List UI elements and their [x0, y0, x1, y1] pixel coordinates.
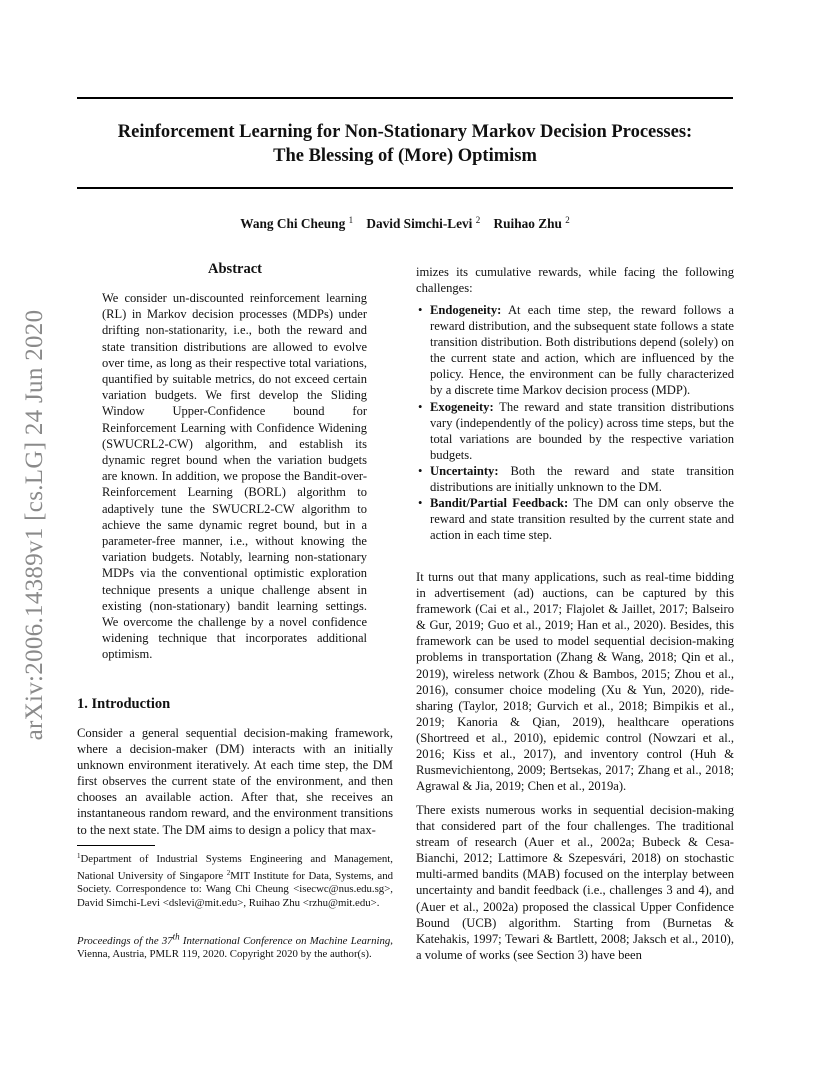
arxiv-sidebar	[20, 290, 50, 760]
footnote-marker: 2	[226, 868, 231, 877]
abstract-heading: Abstract	[208, 261, 262, 277]
affiliation-footnote	[77, 850, 393, 910]
applications-paragraph-block	[416, 569, 734, 794]
footnote-divider	[77, 845, 155, 846]
proceedings-text-c: , Vienna, Austria, PMLR 119, 2020. Copyright 2020 by the author(s).	[77, 934, 393, 961]
title-rule-top	[77, 97, 733, 99]
challenge-list	[416, 302, 734, 543]
abstract-text	[102, 290, 367, 663]
paper-title	[77, 120, 733, 168]
bullet-term: Endogeneity:	[430, 303, 502, 317]
affiliation-2: MIT Institute for Data, Systems, and Society. Correspondence to: Wang Chi Cheung <isecwc@nus.edu.sg>, David Simchi-Levi <dslevi@mit.edu>, Ruihao Zhu <rzhu@mit.edu>.	[77, 869, 393, 909]
bullet-text: At each time step, the reward follows a reward distribution, and the subsequent state follows a state transition distribution. Both distributions depend (solely) on the current state and action, which are influenced by the policy. Hence, the environment can be fully characterized by a discrete time Markov decision process (MDP).	[430, 303, 734, 398]
bullet-term: Uncertainty:	[430, 463, 499, 478]
list-item	[416, 463, 734, 495]
affiliation-1: Department of Industrial Systems Engineering and Management, National University of Singapore	[77, 853, 393, 882]
author-name: David Simchi-Levi	[366, 216, 473, 231]
title-line-2: The Blessing of (More) Optimism	[273, 146, 537, 166]
bullet-text: Both the reward and state transition distributions are initially unknown to the DM.	[430, 463, 734, 495]
author-name: Ruihao Zhu	[493, 216, 562, 231]
intro-paragraph: Consider a general sequential decision-making framework, where a decision-maker (DM) interacts with an initially unknown environment iteratively. At each time step, the DM first observes the current state of the environment, and then chooses an available action. After that, she receives an instantaneous random reward, and the environment transitions to the next state. The DM aims to design a policy that max-	[77, 726, 393, 837]
list-item	[416, 399, 734, 463]
title-rule-bottom	[77, 187, 733, 189]
proceedings-ordinal: th	[172, 931, 180, 941]
author-affiliation: 1	[348, 215, 354, 225]
footnote-marker: 1	[77, 852, 81, 860]
author-list	[77, 215, 733, 232]
list-item	[416, 302, 734, 399]
bullet-term: Exogeneity:	[430, 399, 494, 414]
author-name: Wang Chi Cheung	[240, 216, 346, 231]
proceedings-text-b: International Conference on Machine Learning	[179, 934, 391, 947]
title-line-1: Reinforcement Learning for Non-Stationary Markov Decision Processes:	[117, 122, 693, 142]
proceedings-text-a: Proceedings of the 37	[77, 934, 173, 947]
author-affiliation: 2	[475, 215, 481, 225]
bullet-text: The DM can only observe the reward and state transition resulted by the current state and action in each time step.	[430, 496, 735, 543]
introduction-text	[77, 725, 393, 838]
applications-paragraph: It turns out that many applications, such as real-time bidding in advertisement (ad) auctions, can be captured by this framework (Cai et al., 2017; Flajolet & Jaillet, 2017; Balseiro & Gur, 2019; Guo et al., 2019; Han et al., 2020). Besides, this framework can be used to model sequential decision-making problems in transportation (Zhang & Wang, 2018; Qin et al., 2019), wireless network (Zhou & Bambos, 2015; Zhou et al., 2016), consumer choice modeling (Xu & Yun, 2020), ride-sharing (Taylor, 2018; Gurvich et al., 2018; Bimpikis et al., 2019; Kanoria & Qian, 2019), healthcare operations (Shortreed et al., 2010), epidemic control (Nowzari et al., 2016; Kiss et al., 2017), and inventory control (Huh & Rusmevichientong, 2009; Bertsekas, 2017; Zhang et al., 2018; Agrawal & Jia, 2019; Chen et al., 2019a).	[416, 570, 734, 794]
related-work-paragraph: There exists numerous works in sequential decision-making that considered part of the four challenges. The traditional stream of research (Auer et al., 2002a; Bubeck & Cesa-Bianchi, 2012; Lattimore & Szepesvári, 2018) on stochastic multi-armed bandits (MAB) focused on the interplay between uncertainty and bandit feedback (i.e., challenges 3 and 4), and (Auer et al., 2002a) proposed the classical Upper Confidence Bound (UCB) algorithm. Starting from (Burnetas & Katehakis, 1997; Tewari & Bartlett, 2008; Jaksch et al., 2010), a volume of works (see Section 3) have been	[416, 803, 734, 962]
bullet-term: Bandit/Partial Feedback:	[430, 496, 569, 511]
list-item	[416, 495, 734, 543]
section-heading-introduction: 1. Introduction	[77, 696, 171, 712]
abstract-paragraph: We consider un-discounted reinforcement learning (RL) in Markov decision processes (MDPs) under drifting non-stationarity, i.e., both the reward and state transition distributions are allowed to evolve over time, as long as their respective total variations, quantified by suitable metrics, do not exceed certain variation budgets. We first develop the Sliding Window Upper-Confidence bound for Reinforcement Learning with Confidence Widening (SWUCRL2-CW) algorithm, and establish its dynamic regret bound when the variation budgets are known. In addition, we propose the Bandit-over-Reinforcement Learning (BORL) algorithm to adaptively tune the SWUCRL2-CW algorithm to achieve the same dynamic regret bound, but in a parameter-free manner, i.e., without knowing the variation budgets. Notably, learning non-stationary MDPs via the conventional optimistic exploration technique presents a unique challenge absent in existing (non-stationary) bandit learning settings. We overcome the challenge by a novel confidence widening technique that incorporates additional optimism.	[102, 291, 367, 662]
related-work-paragraph-block	[416, 802, 734, 963]
right-column-continuation	[416, 264, 734, 296]
author-affiliation: 2	[565, 215, 570, 225]
proceedings-note	[77, 930, 393, 962]
arxiv-identifier: arXiv:2006.14389v1 [cs.LG] 24 Jun 2020	[21, 309, 48, 741]
bullet-text: The reward and state transition distributions vary (independently of the policy) across time steps, but the total variations are bounded by the respective variation budgets.	[430, 399, 734, 462]
continuation-paragraph: imizes its cumulative rewards, while facing the following challenges:	[416, 265, 734, 296]
